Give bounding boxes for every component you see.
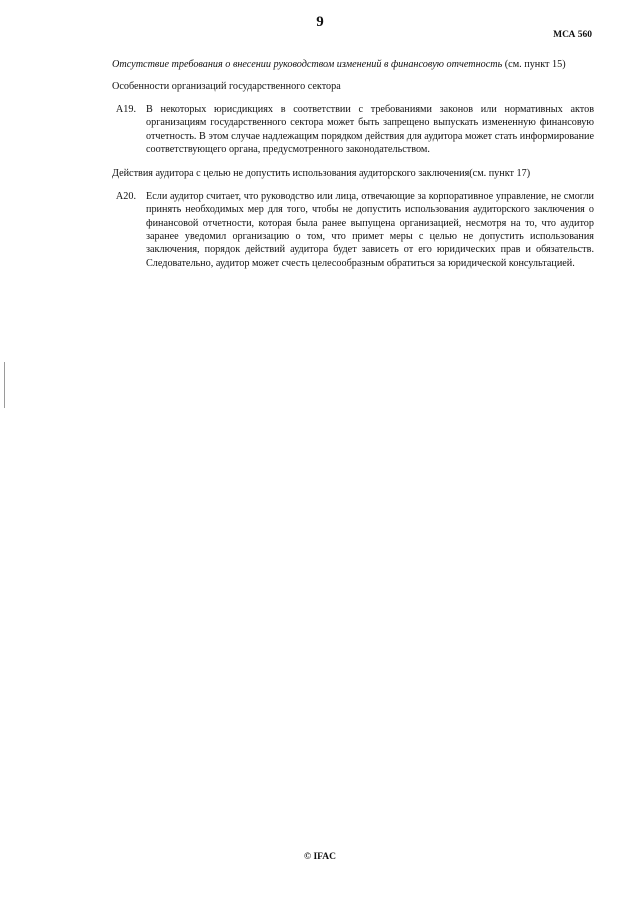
- section-heading-public-sector: Особенности организаций государственного сектора: [112, 81, 341, 93]
- section-heading-no-requirement: [112, 58, 594, 71]
- document-body: [112, 58, 594, 281]
- section-heading-reference: (см. пункт 15): [502, 59, 566, 70]
- paragraph-number: А20.: [115, 190, 136, 202]
- footer-copyright: © IFAC: [304, 852, 336, 862]
- standard-code: МСА 560: [553, 30, 592, 40]
- paragraph-text: В некоторых юрисдикциях в соответствии с требованиями законов или нормативных актов организациям государственного сектора может быть запрещено выпускать измененную финансовую отчетность. В этом случае надлежащим порядком действия для аудитора может стать информирование соответствующего органа, предусмотренного законодательством.: [146, 103, 594, 156]
- paragraph-a20: [112, 190, 594, 270]
- margin-mark: [4, 362, 5, 408]
- paragraph-number: А19.: [115, 103, 136, 115]
- paragraph-a19: [112, 103, 594, 157]
- page-number: 9: [316, 14, 324, 30]
- section-heading-auditor-actions: Действия аудитора с целью не допустить использования аудиторского заключения(см. пункт 17): [112, 168, 531, 180]
- section-heading-italic: Отсутствие требования о внесении руководством изменений в финансовую отчетность: [112, 59, 503, 70]
- paragraph-text: Если аудитор считает, что руководство или лица, отвечающие за корпоративное управление, не смогли принять необходимых мер для того, чтобы не допустить использования аудиторского заключения о финансовой отчетности, которая была ранее выпущена организацией, несмотря на то, что аудитор заранее уведомил организацию о том, что примет меры с целью не допустить использования заключения, порядок действий аудитора будет зависеть от его юридических прав и обязательств. Следовательно, аудитор может счесть целесообразным обратиться за юридической консультацией.: [146, 190, 594, 269]
